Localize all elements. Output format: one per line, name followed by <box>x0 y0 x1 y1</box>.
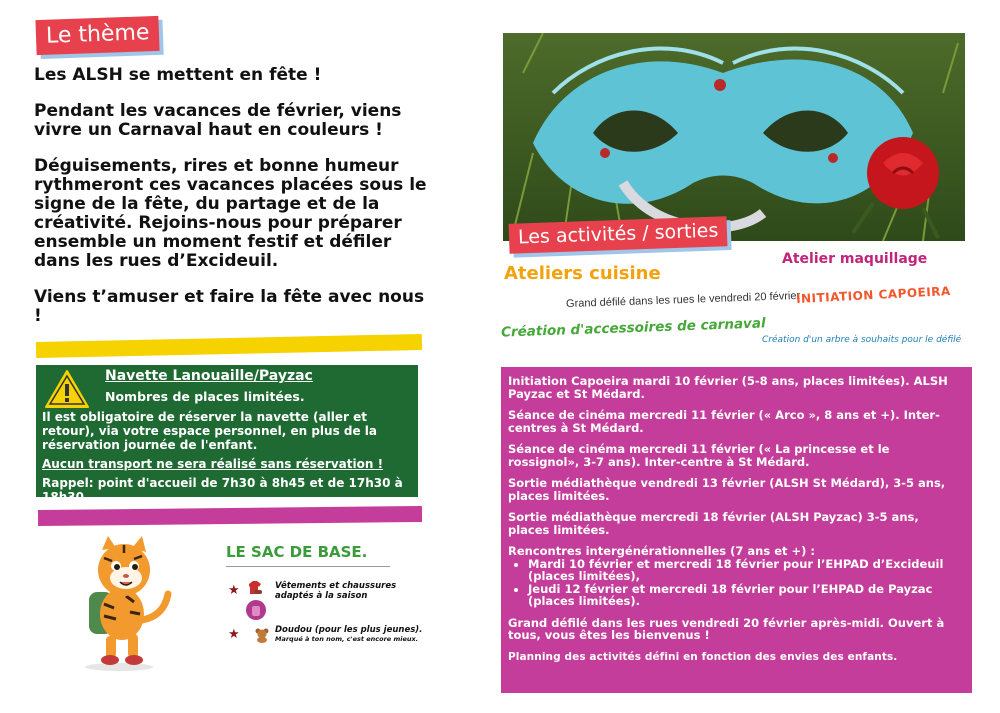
tiger-mascot-image <box>64 532 174 672</box>
programme-item: Sortie médiathèque vendredi 13 février (ALSH St Médard), 3-5 ans, places limitées. <box>508 476 946 503</box>
arbre-souhaits-label: Création d'un arbre à souhaits pour le défilé <box>762 335 962 345</box>
list-item: • Jeudi 12 février et mercredi 18 février pour l’EHPAD de Payzac (places limitées). <box>528 583 964 608</box>
sac-item-doudou <box>275 625 425 643</box>
warning-icon <box>44 369 90 409</box>
navette-title: Navette Lanouaille/Payzac <box>105 368 313 384</box>
intro-line-3: Déguisements, rires et bonne humeur rythmeront ces vacances placées sous le signe de la fête, du partage et de la créativité. Rejoins-nous pour préparer ensemble un moment festif et défiler dans les rues d’Excideuil. <box>34 156 427 271</box>
activites-badge: Les activités / sorties <box>509 216 728 254</box>
programme-item: Séance de cinéma mercredi 11 février (« Arco », 8 ans et +). Inter-centres à St Médard. <box>508 408 940 435</box>
navette-info-box <box>36 365 418 504</box>
atelier-maquillage-label: Atelier maquillage <box>782 251 928 267</box>
ateliers-cuisine-label: Ateliers cuisine <box>504 263 661 284</box>
sac-item-vetements: Vêtements et chaussures adaptés à la saison <box>275 581 397 601</box>
programme-item: Sortie médiathèque mercredi 18 février (ALSH Payzac) 3-5 ans, places limitées. <box>508 510 919 537</box>
sac-item-doudou-sub: Marqué à ton nom, c'est encore mieux. <box>275 635 419 643</box>
rencontres-intro: Rencontres intergénérationnelles (7 ans et +) : <box>508 544 816 558</box>
clothes-icon <box>246 578 264 596</box>
carnival-mask-photo <box>503 33 965 241</box>
navette-paragraph: Il est obligatoire de réserver la navette (aller et retour), via votre espace personnel, en plus de la réservation journée de l'enfant. <box>42 410 378 452</box>
theme-badge: Le thème <box>35 16 160 55</box>
programme-item: Grand défilé dans les rues vendredi 20 février après-midi. Ouvert à tous, vous êtes les bienvenus ! <box>508 615 945 642</box>
star-icon: ★ <box>228 582 240 597</box>
intro-line-4: Viens t’amuser et faire la fête avec nous ! <box>34 287 425 326</box>
rencontres-list <box>508 558 964 608</box>
initiation-capoeira-label: INITIATION CAPOEIRA <box>795 283 952 307</box>
intro-line-2: Pendant les vacances de février, viens vivre un Carnaval haut en couleurs ! <box>34 101 402 140</box>
list-item: • Mardi 10 février et mercredi 18 février pour l’EHPAD d’Excideuil (places limitées), <box>528 558 964 583</box>
bag-icon <box>246 600 266 620</box>
navette-subtitle: Nombres de places limitées. <box>105 389 305 404</box>
programme-item: Séance de cinéma mercredi 11 février (« La princesse et le rossignol», 3-7 ans). Inter-centre à St Médard. <box>508 442 890 469</box>
sac-divider <box>226 566 390 567</box>
star-icon: ★ <box>228 626 240 641</box>
creation-accessoires-label: Création d'accessoires de carnaval <box>500 315 766 341</box>
programme-item: Initiation Capoeira mardi 10 février (5-8 ans, places limitées). ALSH Payzac et St Médard. <box>508 374 948 401</box>
navette-body <box>42 410 412 509</box>
grand-defile-label: Grand défilé dans les rues le vendredi 20 février <box>565 289 801 311</box>
planning-note: Planning des activités défini en fonction des envies des enfants. <box>508 650 898 663</box>
sac-de-base-title: LE SAC DE BASE. <box>226 543 368 561</box>
programme-box <box>501 367 972 693</box>
pink-divider <box>38 506 422 526</box>
navette-warning: Aucun transport ne sera réalisé sans réservation ! <box>42 457 384 471</box>
teddy-bear-icon <box>254 627 270 643</box>
navette-rappel: Rappel: point d'accueil de 7h30 à 8h45 et de 17h30 à 18h30. <box>42 476 403 504</box>
intro-line-1: Les ALSH se mettent en fête ! <box>34 65 322 85</box>
sac-item-doudou-main: Doudou (pour les plus jeunes). <box>275 625 423 635</box>
intro-text <box>34 66 434 343</box>
